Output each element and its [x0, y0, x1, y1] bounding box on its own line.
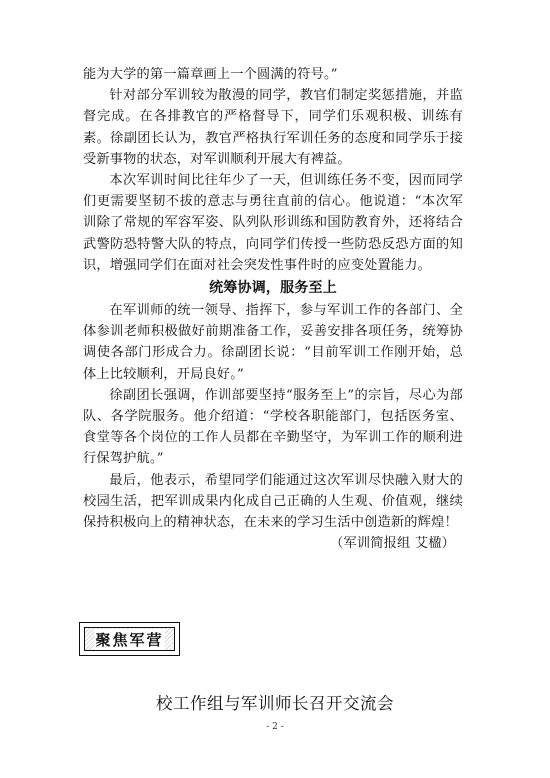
author-signature: （军训简报组 艾楹） — [330, 536, 455, 552]
column-label-box — [79, 622, 180, 656]
paragraph-3: 本次军训时间比往年少了一天，但训练任务不变，因而同学们更需要坚韧不拔的意志与勇往直前的信心。他说道：“本次军训除了常规的军容军姿、队列队形训练和国防教育外，还将结合武警防恐特警大队的特点，向同学们传授一些防恐反恐方面的知识，增强同学们在面对社会突发性事件时的应变处置能力。 — [83, 173, 463, 273]
section-heading: 统筹协调，服务至上 — [209, 280, 337, 297]
paragraph-6: 最后，他表示，希望同学们能通过这次军训尽快融入财大的校园生活，把军训成果内化成自己正确的人生观、价值观，继续保持积极向上的精神状态，在未来的学习生活中创造新的辉煌！ — [83, 472, 463, 531]
article-body — [83, 64, 463, 554]
paragraph-5: 徐副团长强调，作训部要坚持“服务至上”的宗旨，尽心为部队、各学院服务。他介绍道：“学校各职能部门，包括医务室、食堂等各个岗位的工作人员都在辛勤坚守，为军训工作的顺利进行保驾护航。” — [83, 387, 463, 467]
paragraph-1: 能为大学的第一篇章画上一个圆满的符号。” — [83, 67, 338, 82]
paragraph-4: 在军训师的统一领导、指挥下，参与军训工作的各部门、全体参训老师积极做好前期准备工作，妥善安排各项任务，统筹协调使各部门形成合力。徐副团长说：“目前军训工作刚开始，总体上比较顺利，开局良好。” — [83, 303, 463, 382]
column-label-pattern — [84, 627, 175, 651]
page-number: - 2 - — [266, 722, 284, 732]
paragraph-2: 针对部分军训较为散漫的同学，教官们制定奖惩措施，并监督完成。在各排教官的严格督导下，同学们乐观积极、训练有素。徐副团长认为，教官严格执行军训任务的态度和同学乐于接受新事物的状态，对军训顺利开展大有裨益。 — [83, 88, 463, 167]
column-label: 聚焦军营 — [95, 630, 164, 649]
article-title: 校工作组与军训师长召开交流会 — [156, 694, 394, 713]
